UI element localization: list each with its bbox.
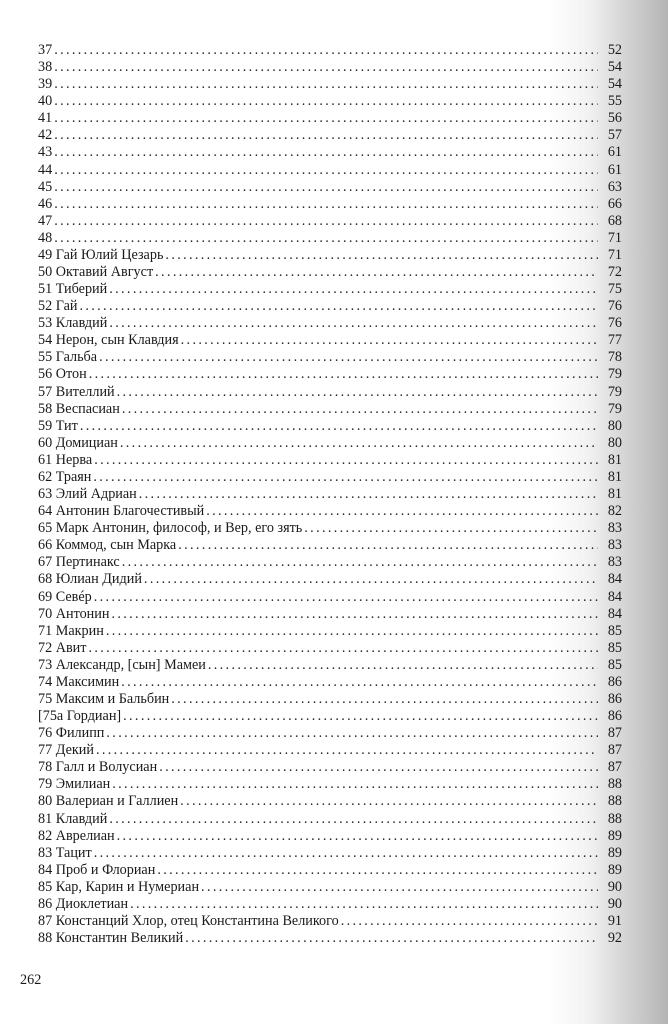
toc-entry <box>38 401 622 418</box>
toc-entry-page: 85 <box>607 656 622 673</box>
toc-entry-page: 84 <box>607 588 622 605</box>
toc-entry <box>38 59 622 76</box>
toc-entry-page: 88 <box>607 776 622 793</box>
toc-entry-page: 84 <box>607 571 622 588</box>
toc-entry-page: 54 <box>607 59 622 76</box>
toc-entry-label: 52 Гай <box>38 298 78 315</box>
toc-entry-label: 56 Отон <box>38 366 87 383</box>
toc-entry <box>38 110 622 127</box>
dot-leader <box>54 59 598 76</box>
toc-entry <box>38 913 622 930</box>
toc-entry-page: 57 <box>607 127 622 144</box>
toc-entry-page: 84 <box>607 605 622 622</box>
toc-entry-label: 38 <box>38 59 53 76</box>
toc-entry-label: 82 Аврелиан <box>38 827 115 844</box>
toc-entry-page: 83 <box>607 520 622 537</box>
toc-entry <box>38 179 622 196</box>
dot-leader <box>117 828 598 845</box>
toc-entry-page: 61 <box>607 161 622 178</box>
toc-entry-label: 48 <box>38 229 53 246</box>
toc-entry-label: [75a Гордиан] <box>38 708 122 725</box>
toc-entry <box>38 554 622 571</box>
toc-entry-page: 68 <box>607 212 622 229</box>
toc-entry <box>38 930 622 947</box>
toc-entry-label: 84 Проб и Флориан <box>38 861 156 878</box>
dot-leader <box>341 913 598 930</box>
toc-entry-page: 79 <box>607 400 622 417</box>
toc-entry-page: 89 <box>607 827 622 844</box>
dot-leader <box>89 366 598 383</box>
toc-entry <box>38 162 622 179</box>
toc-entry <box>38 435 622 452</box>
toc-entry-page: 56 <box>607 110 622 127</box>
dot-leader <box>112 776 598 793</box>
toc-entry-page: 89 <box>607 861 622 878</box>
dot-leader <box>304 520 598 537</box>
toc-entry-label: 62 Траян <box>38 468 92 485</box>
toc-entry-label: 81 Клавдий <box>38 810 108 827</box>
toc-entry-label: 55 Гальба <box>38 349 98 366</box>
toc-entry <box>38 811 622 828</box>
toc-entry-label: 87 Констанций Хлор, отец Константина Великого <box>38 912 339 929</box>
toc-entry-label: 68 Юлиан Дидий <box>38 571 142 588</box>
toc-entry-page: 83 <box>607 537 622 554</box>
toc-entry-label: 80 Валериан и Галлиен <box>38 793 179 810</box>
dot-leader <box>144 571 598 588</box>
toc-entry-label: 73 Александр, [сын] Мамеи <box>38 656 206 673</box>
toc-entry-label: 77 Декий <box>38 742 94 759</box>
dot-leader <box>54 213 598 230</box>
toc-entry-label: 54 Нерон, сын Клавдия <box>38 332 179 349</box>
toc-entry-label: 88 Константин Великий <box>38 930 184 947</box>
toc-entry-page: 54 <box>607 76 622 93</box>
toc-entry-label: 76 Филипп <box>38 725 105 742</box>
toc-entry <box>38 879 622 896</box>
dot-leader <box>120 435 598 452</box>
toc-entry <box>38 589 622 606</box>
toc-entry <box>38 366 622 383</box>
toc-entry <box>38 247 622 264</box>
dot-leader <box>165 247 598 264</box>
dot-leader <box>79 298 598 315</box>
toc-entry <box>38 896 622 913</box>
toc-entry-page: 55 <box>607 93 622 110</box>
toc-entry-label: 49 Гай Юлий Цезарь <box>38 246 164 263</box>
toc-entry-label: 65 Марк Антонин, философ, и Вер, его зять <box>38 520 303 537</box>
toc-entry <box>38 127 622 144</box>
toc-entry-page: 71 <box>607 229 622 246</box>
toc-entry-page: 85 <box>607 622 622 639</box>
toc-entry-label: 53 Клавдий <box>38 315 108 332</box>
toc-entry-page: 76 <box>607 298 622 315</box>
toc-entry-page: 71 <box>607 246 622 263</box>
toc-entry-page: 88 <box>607 793 622 810</box>
toc-entry-page: 77 <box>607 332 622 349</box>
dot-leader <box>111 606 598 623</box>
toc-entry <box>38 759 622 776</box>
toc-entry-label: 42 <box>38 127 53 144</box>
toc-entry-page: 85 <box>607 639 622 656</box>
toc-entry <box>38 196 622 213</box>
toc-entry-label: 71 Макрин <box>38 622 104 639</box>
toc-entry <box>38 486 622 503</box>
toc-entry-label: 45 <box>38 178 53 195</box>
toc-entry-label: 39 <box>38 76 53 93</box>
toc-entry-page: 79 <box>607 383 622 400</box>
toc-entry <box>38 469 622 486</box>
dot-leader <box>181 332 598 349</box>
dot-leader <box>88 640 598 657</box>
toc-entry-page: 81 <box>607 486 622 503</box>
toc-entry-label: 78 Галл и Волусиан <box>38 759 158 776</box>
toc-entry-page: 79 <box>607 366 622 383</box>
table-of-contents <box>38 42 622 947</box>
dot-leader <box>93 469 598 486</box>
dot-leader <box>54 93 598 110</box>
toc-entry-label: 51 Тиберий <box>38 281 108 298</box>
dot-leader <box>54 42 598 59</box>
dot-leader <box>121 674 598 691</box>
toc-entry <box>38 606 622 623</box>
dot-leader <box>122 554 598 571</box>
toc-entry <box>38 452 622 469</box>
toc-entry <box>38 42 622 59</box>
dot-leader <box>54 127 598 144</box>
toc-entry <box>38 776 622 793</box>
toc-entry <box>38 281 622 298</box>
toc-entry <box>38 725 622 742</box>
dot-leader <box>122 401 598 418</box>
toc-entry <box>38 793 622 810</box>
dot-leader <box>80 418 598 435</box>
toc-entry-page: 83 <box>607 554 622 571</box>
toc-entry <box>38 862 622 879</box>
toc-entry <box>38 144 622 161</box>
toc-entry <box>38 657 622 674</box>
toc-entry <box>38 230 622 247</box>
toc-entry <box>38 315 622 332</box>
dot-leader <box>109 811 598 828</box>
dot-leader <box>96 742 598 759</box>
toc-entry-page: 66 <box>607 195 622 212</box>
toc-entry <box>38 691 622 708</box>
toc-entry <box>38 828 622 845</box>
toc-entry-page: 87 <box>607 759 622 776</box>
dot-leader <box>201 879 598 896</box>
dot-leader <box>123 708 598 725</box>
toc-entry-page: 90 <box>607 895 622 912</box>
toc-entry-page: 82 <box>607 503 622 520</box>
dot-leader <box>180 793 598 810</box>
toc-entry-label: 63 Элий Адриан <box>38 486 137 503</box>
toc-entry-page: 81 <box>607 468 622 485</box>
dot-leader <box>106 725 598 742</box>
toc-entry-page: 75 <box>607 281 622 298</box>
toc-entry <box>38 93 622 110</box>
dot-leader <box>106 623 598 640</box>
toc-entry-label: 83 Тацит <box>38 844 92 861</box>
toc-entry <box>38 537 622 554</box>
toc-entry <box>38 264 622 281</box>
dot-leader <box>94 589 598 606</box>
dot-leader <box>159 759 598 776</box>
toc-entry-page: 86 <box>607 708 622 725</box>
toc-entry-page: 87 <box>607 742 622 759</box>
page-number: 262 <box>20 972 42 988</box>
dot-leader <box>139 486 598 503</box>
dot-leader <box>54 110 598 127</box>
toc-entry-label: 59 Тит <box>38 417 78 434</box>
toc-entry-label: 43 <box>38 144 53 161</box>
toc-entry-label: 64 Антонин Благочестивый <box>38 503 205 520</box>
dot-leader <box>54 76 598 93</box>
toc-entry-page: 78 <box>607 349 622 366</box>
toc-entry-label: 37 <box>38 42 53 58</box>
dot-leader <box>117 384 598 401</box>
toc-entry-label: 79 Эмилиан <box>38 776 111 793</box>
toc-entry <box>38 332 622 349</box>
toc-entry-label: 75 Максим и Бальбин <box>38 690 170 707</box>
dot-leader <box>109 281 598 298</box>
dot-leader <box>155 264 598 281</box>
toc-entry-page: 89 <box>607 844 622 861</box>
toc-entry <box>38 503 622 520</box>
dot-leader <box>208 657 598 674</box>
toc-entry-label: 69 Севéр <box>38 588 92 605</box>
toc-entry <box>38 742 622 759</box>
toc-entry-label: 61 Нерва <box>38 451 93 468</box>
toc-entry-label: 67 Пертинакс <box>38 554 120 571</box>
toc-entry-page: 52 <box>607 42 622 58</box>
toc-entry-label: 46 <box>38 195 53 212</box>
toc-entry-page: 76 <box>607 315 622 332</box>
toc-entry-page: 61 <box>607 144 622 161</box>
toc-entry-page: 91 <box>607 912 622 929</box>
toc-entry <box>38 213 622 230</box>
dot-leader <box>206 503 598 520</box>
toc-entry-page: 80 <box>607 434 622 451</box>
toc-entry-page: 63 <box>607 178 622 195</box>
dot-leader <box>54 230 598 247</box>
toc-entry-label: 40 <box>38 93 53 110</box>
dot-leader <box>130 896 598 913</box>
toc-entry-page: 87 <box>607 725 622 742</box>
dot-leader <box>171 691 598 708</box>
dot-leader <box>54 179 598 196</box>
dot-leader <box>94 452 598 469</box>
dot-leader <box>185 930 598 947</box>
toc-entry-label: 85 Кар, Карин и Нумериан <box>38 878 200 895</box>
toc-entry <box>38 520 622 537</box>
toc-entry-page: 90 <box>607 878 622 895</box>
toc-entry-label: 86 Диоклетиан <box>38 895 129 912</box>
toc-entry-label: 41 <box>38 110 53 127</box>
toc-entry-page: 86 <box>607 690 622 707</box>
toc-entry <box>38 418 622 435</box>
toc-entry-label: 44 <box>38 161 53 178</box>
toc-entry-page: 81 <box>607 451 622 468</box>
dot-leader <box>99 349 598 366</box>
toc-entry <box>38 76 622 93</box>
toc-entry <box>38 674 622 691</box>
toc-entry-label: 70 Антонин <box>38 605 110 622</box>
toc-entry <box>38 845 622 862</box>
dot-leader <box>157 862 598 879</box>
toc-entry-page: 72 <box>607 264 622 281</box>
toc-entry-label: 47 <box>38 212 53 229</box>
toc-entry-label: 58 Веспасиан <box>38 400 120 417</box>
toc-entry <box>38 384 622 401</box>
toc-entry-label: 50 Октавий Август <box>38 264 154 281</box>
toc-entry-label: 57 Вителлий <box>38 383 115 400</box>
dot-leader <box>178 537 598 554</box>
toc-entry-page: 86 <box>607 673 622 690</box>
toc-entry-label: 74 Максимин <box>38 673 120 690</box>
toc-entry <box>38 640 622 657</box>
dot-leader <box>54 162 598 179</box>
toc-entry <box>38 349 622 366</box>
toc-entry <box>38 623 622 640</box>
dot-leader <box>94 845 598 862</box>
toc-entry-page: 88 <box>607 810 622 827</box>
toc-entry-label: 66 Коммод, сын Марка <box>38 537 177 554</box>
toc-entry-page: 92 <box>607 930 622 947</box>
toc-entry-page: 80 <box>607 417 622 434</box>
dot-leader <box>54 196 598 213</box>
toc-entry-label: 72 Авит <box>38 639 87 656</box>
toc-entry-label: 60 Домициан <box>38 434 118 451</box>
toc-entry <box>38 298 622 315</box>
toc-entry <box>38 571 622 588</box>
dot-leader <box>109 315 598 332</box>
dot-leader <box>54 144 598 161</box>
toc-entry <box>38 708 622 725</box>
